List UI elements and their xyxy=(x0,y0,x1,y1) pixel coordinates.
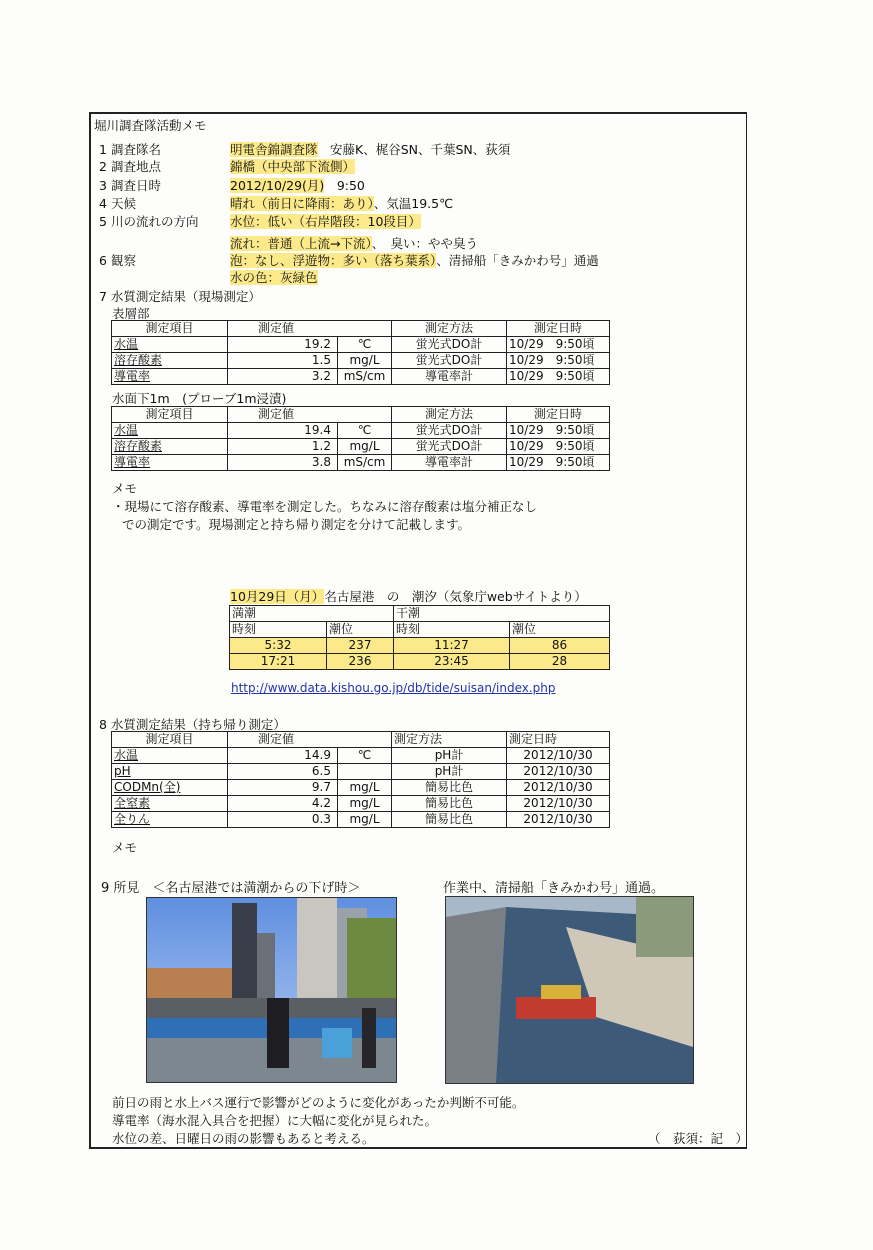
cell-method: 蛍光式DO計 xyxy=(392,423,507,439)
header-value: 測定値 xyxy=(228,321,392,337)
table-row xyxy=(112,764,610,780)
item-4-label xyxy=(99,194,136,212)
cell-value: 0.3 xyxy=(228,812,338,828)
observation-highlight: 泡：なし、浮遊物：多い（落ち葉系） xyxy=(230,253,437,268)
cell-item: 導電率 xyxy=(112,455,228,471)
table-header-row xyxy=(112,732,610,748)
cell-value: 6.5 xyxy=(228,764,338,780)
cell-value: 1.2 xyxy=(228,439,338,455)
tide-row xyxy=(230,638,610,654)
lab-measurement-table xyxy=(111,731,610,828)
photo-riverside-survey xyxy=(146,897,397,1083)
cell-unit: ℃ xyxy=(338,423,392,439)
high-tide-level: 236 xyxy=(327,654,394,670)
cell-unit xyxy=(338,764,392,780)
table-row xyxy=(112,337,610,353)
table-row xyxy=(112,423,610,439)
high-tide-time: 17:21 xyxy=(230,654,327,670)
item-value-highlight: 水位：低い（右岸階段：10段目） xyxy=(230,214,421,229)
item-5-label xyxy=(99,212,198,230)
low-tide-level: 86 xyxy=(510,638,610,654)
finding-3: 水位の差、日曜日の雨の影響もあると考える。 xyxy=(112,1131,375,1146)
item-3-label xyxy=(99,176,161,194)
observation-rest: 、清掃船「きみかわ号」通過 xyxy=(436,253,599,268)
cell-method: pH計 xyxy=(392,764,507,780)
cell-unit: mg/L xyxy=(338,439,392,455)
item-value-rest: 安藤K、梶谷SN、千葉SN、荻須 xyxy=(317,142,511,157)
surface-measurement-table xyxy=(111,320,610,385)
item-5-value xyxy=(230,212,421,230)
cell-item: 溶存酸素 xyxy=(112,439,228,455)
tide-row xyxy=(230,654,610,670)
low-tide-time: 11:27 xyxy=(394,638,510,654)
table-row xyxy=(112,812,610,828)
document-title: 堀川調査隊活動メモ xyxy=(94,118,207,133)
finding-2: 導電率（海水混入具合を把握）に大幅に変化が見られた。 xyxy=(112,1113,438,1128)
item-2-value xyxy=(230,157,355,175)
flow-highlight: 流れ：普通（上流→下流） xyxy=(230,236,372,251)
cell-unit: mg/L xyxy=(338,353,392,369)
cell-date: 2012/10/30 xyxy=(507,796,610,812)
item-label: 調査地点 xyxy=(110,159,161,174)
cell-method: 蛍光式DO計 xyxy=(392,439,507,455)
table-row xyxy=(112,439,610,455)
cell-value: 19.2 xyxy=(228,337,338,353)
header-method: 測定方法 xyxy=(392,407,507,423)
header-item: 測定項目 xyxy=(112,407,228,423)
cell-value: 4.2 xyxy=(228,796,338,812)
cell-value: 14.9 xyxy=(228,748,338,764)
item-number: 2 xyxy=(99,159,107,174)
col-level: 潮位 xyxy=(327,622,394,638)
item-value-highlight: 明電舎錦調査隊 xyxy=(230,142,318,157)
item-number: 3 xyxy=(99,178,107,193)
source-link[interactable]: http://www.data.kishou.go.jp/db/tide/suisan/index.php xyxy=(231,681,556,695)
memo2-label: メモ xyxy=(112,840,138,855)
section-9-heading: 9 所見 ＜名古屋港では満潮からの下げ時＞ xyxy=(101,881,361,896)
header-date: 測定日時 xyxy=(507,732,610,748)
cell-method: 簡易比色 xyxy=(392,812,507,828)
header-date: 測定日時 xyxy=(507,321,610,337)
photo-2-caption: 作業中、清掃船「きみかわ号」通過。 xyxy=(443,881,665,896)
low-tide-label: 干潮 xyxy=(394,606,610,622)
cell-date: 10/29 9:50頃 xyxy=(507,455,610,471)
header-date: 測定日時 xyxy=(507,407,610,423)
header-value: 測定値 xyxy=(228,732,392,748)
cell-item: 溶存酸素 xyxy=(112,353,228,369)
item-1-value xyxy=(230,140,510,158)
cell-item: 全りん xyxy=(112,812,228,828)
cell-date: 10/29 9:50頃 xyxy=(507,369,610,385)
memo-line-2: での測定です。現場測定と持ち帰り測定を分けて記載します。 xyxy=(122,517,471,532)
cell-date: 2012/10/30 xyxy=(507,764,610,780)
item6-text: 観察 xyxy=(110,253,136,268)
col-time: 時刻 xyxy=(394,622,510,638)
cell-method: pH計 xyxy=(392,748,507,764)
photo-cleaning-boat xyxy=(445,896,694,1084)
cell-item: 全窒素 xyxy=(112,796,228,812)
cell-method: 導電率計 xyxy=(392,369,507,385)
cell-item: 水温 xyxy=(112,423,228,439)
item-label: 調査隊名 xyxy=(110,142,161,157)
col-level: 潮位 xyxy=(510,622,610,638)
cell-date: 10/29 9:50頃 xyxy=(507,439,610,455)
item-value-highlight: 晴れ（前日に降雨：あり） xyxy=(230,196,374,211)
cell-method: 導電率計 xyxy=(392,455,507,471)
cell-item: 水温 xyxy=(112,748,228,764)
low-tide-level: 28 xyxy=(510,654,610,670)
header-method: 測定方法 xyxy=(392,732,507,748)
item-value-highlight: 錦橋（中央部下流側） xyxy=(230,159,356,174)
table-header-row xyxy=(112,321,610,337)
memo-line-1: ・現場にて溶存酸素、導電率を測定した。ちなみに溶存酸素は塩分補正なし xyxy=(112,499,538,514)
cell-value: 19.4 xyxy=(228,423,338,439)
cell-method: 蛍光式DO計 xyxy=(392,353,507,369)
table-row xyxy=(112,353,610,369)
item-number: 1 xyxy=(99,142,107,157)
item-4-value xyxy=(230,194,453,212)
item-number: 4 xyxy=(99,196,107,211)
tide-title xyxy=(230,587,587,605)
cell-unit: mg/L xyxy=(338,780,392,796)
table-row xyxy=(112,780,610,796)
section-7-heading: 7 水質測定結果（現場測定） xyxy=(99,289,261,304)
cell-date: 10/29 9:50頃 xyxy=(507,423,610,439)
finding-1: 前日の雨と水上バス運行で影響がどのように変化があったか判断不可能。 xyxy=(112,1095,525,1110)
cell-method: 簡易比色 xyxy=(392,796,507,812)
item-value-rest: 、気温19.5℃ xyxy=(373,196,454,211)
high-tide-time: 5:32 xyxy=(230,638,327,654)
surface-layer-label: 表層部 xyxy=(112,306,150,321)
water-color-line xyxy=(230,268,318,286)
cell-value: 9.7 xyxy=(228,780,338,796)
item-label: 調査日時 xyxy=(110,178,161,193)
cell-unit: mS/cm xyxy=(338,369,392,385)
cell-unit: ℃ xyxy=(338,337,392,353)
item-label: 川の流れの方向 xyxy=(110,214,199,229)
cell-unit: ℃ xyxy=(338,748,392,764)
deep-layer-label: 水面下1m (プローブ1m浸漬) xyxy=(112,391,287,406)
item-label: 天候 xyxy=(110,196,136,211)
header-item: 測定項目 xyxy=(112,321,228,337)
item-value-highlight: 2012/10/29(月) xyxy=(230,178,325,193)
cell-date: 2012/10/30 xyxy=(507,780,610,796)
item-1-label xyxy=(99,140,161,158)
flow-line xyxy=(230,234,478,252)
header-value: 測定値 xyxy=(228,407,392,423)
section-8-heading: 8 水質測定結果（持ち帰り測定） xyxy=(99,717,286,732)
cell-date: 10/29 9:50頃 xyxy=(507,337,610,353)
deep-measurement-table xyxy=(111,406,610,471)
cell-date: 2012/10/30 xyxy=(507,812,610,828)
header-method: 測定方法 xyxy=(392,321,507,337)
cell-value: 3.2 xyxy=(228,369,338,385)
cell-item: 導電率 xyxy=(112,369,228,385)
high-tide-level: 237 xyxy=(327,638,394,654)
tide-table xyxy=(229,605,610,670)
cell-item: CODMn(全) xyxy=(112,780,228,796)
header-item: 測定項目 xyxy=(112,732,228,748)
table-header-row xyxy=(112,407,610,423)
item6-label xyxy=(99,251,136,269)
table-row xyxy=(112,455,610,471)
cell-unit: mg/L xyxy=(338,812,392,828)
cell-item: pH xyxy=(112,764,228,780)
memo-label: メモ xyxy=(112,481,138,496)
signature: （ 荻須：記 ） xyxy=(648,1131,749,1146)
cell-value: 1.5 xyxy=(228,353,338,369)
cell-method: 簡易比色 xyxy=(392,780,507,796)
tide-title-rest: 名古屋港 の 潮汐（気象庁webサイトより） xyxy=(324,589,587,604)
low-tide-time: 23:45 xyxy=(394,654,510,670)
item-value-rest: 9:50 xyxy=(324,178,365,193)
col-time: 時刻 xyxy=(230,622,327,638)
table-row xyxy=(112,748,610,764)
water-color: 水の色：灰緑色 xyxy=(230,270,318,285)
high-tide-label: 満潮 xyxy=(230,606,394,622)
cell-value: 3.8 xyxy=(228,455,338,471)
cell-unit: mg/L xyxy=(338,796,392,812)
item-number: 5 xyxy=(99,214,107,229)
item6-number: 6 xyxy=(99,253,107,268)
table-row xyxy=(112,369,610,385)
cell-date: 10/29 9:50頃 xyxy=(507,353,610,369)
cell-method: 蛍光式DO計 xyxy=(392,337,507,353)
table-row xyxy=(112,796,610,812)
tide-date: 10月29日（月） xyxy=(230,589,325,604)
cell-unit: mS/cm xyxy=(338,455,392,471)
cell-date: 2012/10/30 xyxy=(507,748,610,764)
cell-item: 水温 xyxy=(112,337,228,353)
flow-rest: 、 臭い：やや臭う xyxy=(371,236,478,251)
observation-line xyxy=(230,251,599,269)
item-2-label xyxy=(99,157,161,175)
item-3-value xyxy=(230,176,365,194)
